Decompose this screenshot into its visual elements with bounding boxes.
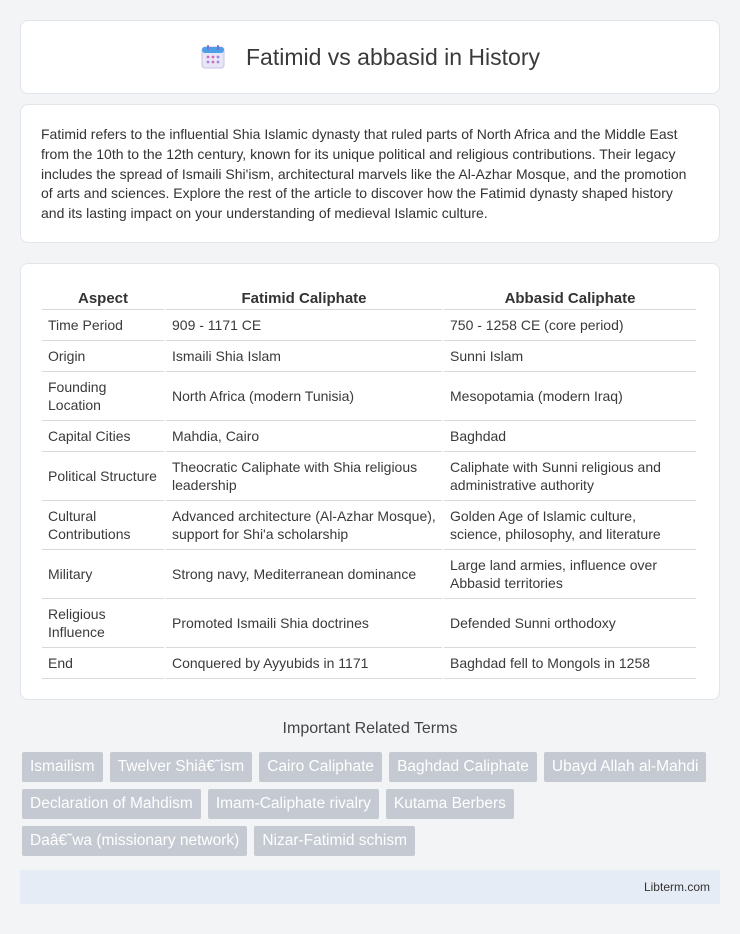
table-row: [42, 452, 696, 501]
table-cell: Sunni Islam: [444, 341, 696, 372]
table-cell: Mahdia, Cairo: [166, 421, 442, 452]
table-cell: Founding Location: [42, 372, 164, 421]
intro-paragraph: Fatimid refers to the influential Shia Islamic dynasty that ruled parts of North Africa and the Middle East from the 10th to the 12th century, known for its unique political and religious contributions. Their legacy includes the spread of Ismaili Shi'ism, architectural marvels like the Al-Azhar Mosque, and the promotion of arts and sciences. Explore the rest of the article to discover how the Fatimid dynasty shaped history and its lasting impact on your understanding of medieval Islamic culture.: [41, 126, 687, 222]
related-term-tag[interactable]: Ismailism: [22, 752, 103, 782]
title-card: [20, 20, 720, 94]
table-cell: Theocratic Caliphate with Shia religious leadership: [166, 452, 442, 501]
table-row: [42, 310, 696, 341]
table-cell: 750 - 1258 CE (core period): [444, 310, 696, 341]
header-aspect: Aspect: [42, 282, 164, 310]
table-row: [42, 421, 696, 452]
table-cell: Religious Influence: [42, 599, 164, 648]
table-cell: Ismaili Shia Islam: [166, 341, 442, 372]
table-cell: Conquered by Ayyubids in 1171: [166, 648, 442, 679]
table-cell: Capital Cities: [42, 421, 164, 452]
related-term-tag[interactable]: Twelver Shiâ€˜ism: [110, 752, 253, 782]
table-cell: Origin: [42, 341, 164, 372]
related-term-tag[interactable]: Daâ€˜wa (missionary network): [22, 826, 247, 856]
table-cell: North Africa (modern Tunisia): [166, 372, 442, 421]
table-header-row: [42, 282, 696, 310]
related-term-tag[interactable]: Baghdad Caliphate: [389, 752, 537, 782]
table-cell: Advanced architecture (Al-Azhar Mosque), support for Shi'a scholarship: [166, 501, 442, 550]
table-cell: Caliphate with Sunni religious and administrative authority: [444, 452, 696, 501]
footer-site-link[interactable]: Libterm.com: [643, 880, 710, 894]
related-term-tag[interactable]: Ubayd Allah al-Mahdi: [544, 752, 706, 782]
table-cell: Promoted Ismaili Shia doctrines: [166, 599, 442, 648]
table-cell: Baghdad: [444, 421, 696, 452]
table-cell: Strong navy, Mediterranean dominance: [166, 550, 442, 599]
related-term-tag[interactable]: Cairo Caliphate: [259, 752, 382, 782]
table-row: [42, 648, 696, 679]
table-cell: Golden Age of Islamic culture, science, philosophy, and literature: [444, 501, 696, 550]
related-term-tag[interactable]: Declaration of Mahdism: [22, 789, 201, 819]
table-row: [42, 550, 696, 599]
table-cell: Defended Sunni orthodoxy: [444, 599, 696, 648]
page-title: Fatimid vs abbasid in History: [246, 43, 540, 70]
related-terms-title: Important Related Terms: [282, 720, 458, 737]
comparison-table: [40, 282, 698, 679]
footer: [20, 870, 720, 904]
table-cell: 909 - 1171 CE: [166, 310, 442, 341]
intro-card: [20, 104, 720, 243]
table-cell: Military: [42, 550, 164, 599]
table-row: [42, 372, 696, 421]
table-cell: End: [42, 648, 164, 679]
related-term-tag[interactable]: Imam-Caliphate rivalry: [208, 789, 379, 819]
header-fatimid: Fatimid Caliphate: [166, 282, 442, 310]
table-row: [42, 341, 696, 372]
table-cell: Political Structure: [42, 452, 164, 501]
table-cell: Baghdad fell to Mongols in 1258: [444, 648, 696, 679]
related-term-tag[interactable]: Kutama Berbers: [386, 789, 514, 819]
table-cell: Mesopotamia (modern Iraq): [444, 372, 696, 421]
related-terms-list: [22, 752, 722, 863]
table-cell: Large land armies, influence over Abbasid territories: [444, 550, 696, 599]
table-row: [42, 599, 696, 648]
comparison-table-card: [20, 263, 720, 700]
table-cell: Cultural Contributions: [42, 501, 164, 550]
table-cell: Time Period: [42, 310, 164, 341]
calendar-icon: [200, 44, 226, 70]
header-abbasid: Abbasid Caliphate: [444, 282, 696, 310]
table-row: [42, 501, 696, 550]
related-term-tag[interactable]: Nizar-Fatimid schism: [254, 826, 415, 856]
